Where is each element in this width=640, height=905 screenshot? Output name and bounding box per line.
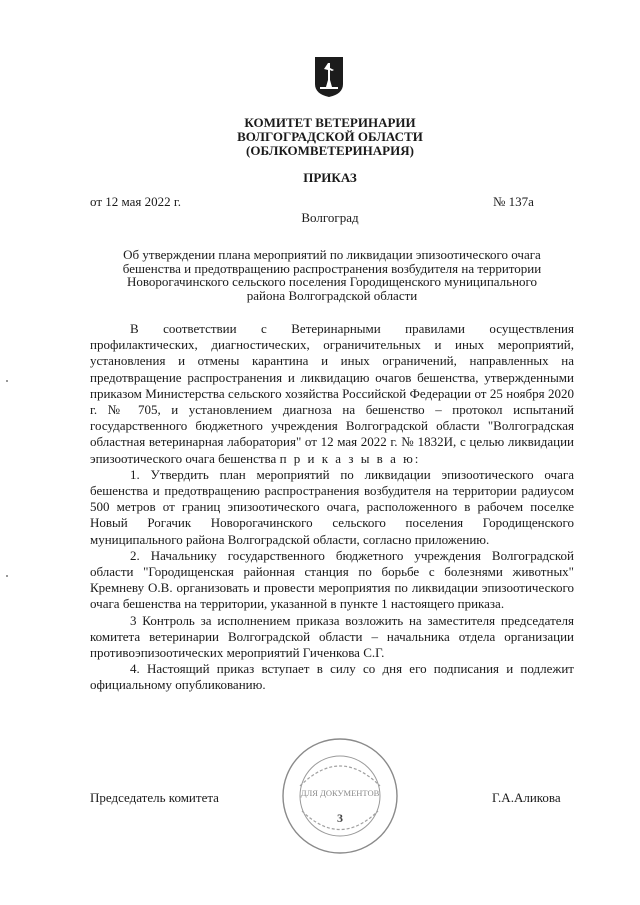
signatory-title: Председатель комитета (90, 790, 219, 805)
scan-speck (6, 380, 8, 382)
subject-line-2: бешенства и предотвращению распространения возбудителя на территории (122, 260, 542, 276)
item-4-paragraph: 4. Настоящий приказ вступает в силу со дня его подписания и подлежит официальному опубликованию. (90, 661, 574, 693)
order-word: п р и к а з ы в а ю: (279, 450, 421, 466)
document-body (90, 321, 574, 694)
document-city: Волгоград (301, 210, 359, 225)
document-number: № 137а (493, 194, 534, 209)
subject-line-4: района Волгоградской области (246, 287, 418, 303)
document-date: от 12 мая 2022 г. (90, 194, 182, 209)
scan-speck (6, 575, 8, 577)
subject-line-1: Об утверждении плана мероприятий по ликвидации эпизоотического очага (123, 247, 541, 262)
round-stamp (280, 736, 400, 856)
org-line-1: КОМИТЕТ ВЕТЕРИНАРИИ (244, 115, 416, 130)
org-line-2: ВОЛГОГРАДСКОЙ ОБЛАСТИ (237, 129, 423, 144)
signatory-name: Г.А.Аликова (492, 790, 561, 805)
preamble-text: В соответствии с Ветеринарными правилами осуществления профилактических, диагностических, ограничительных и иных мероприятий, установления и отмены карантина и иных ограничений, направленных на предотвращение распространения и ликвидацию очагов бешенства, утвержденными приказом Министерства сельского хозяйства Российской Федерации от 25 ноября 2020 г. № 705, и установлением диагноза на бешенство – протокол испытаний государственного бюджетного учреждения Волгоградской области "Волгоградская областная ветеринарная лаборатория" от 12 мая 2022 г. № 1832И, с целью ликвидации эпизоотического очага бешенства (90, 321, 574, 466)
document-type: ПРИКАЗ (303, 170, 357, 185)
item-2-paragraph: 2. Начальнику государственного бюджетного учреждения Волгоградской области "Городищенская районная станция по борьбе с болезнями животных" Кремневу О.В. организовать и провести мероприятия по ликвидации эпизоотического очага бешенства на территории, указанной в пункте 1 настоящего приказа. (90, 547, 574, 612)
stamp-number: 3 (337, 811, 343, 825)
preamble-paragraph (90, 321, 574, 467)
document-subject (90, 248, 574, 302)
subject-line-3: Новорогачинского сельского поселения Городищенского муниципального (126, 274, 538, 290)
organization-name (170, 116, 490, 158)
coat-of-arms-emblem (314, 56, 344, 98)
item-3-paragraph: 3 Контроль за исполнением приказа возложить на заместителя председателя комитета ветеринарии Волгоградской области – начальника отдела организации противоэпизоотических мероприятий Гиченкова С.Г. (90, 612, 574, 661)
item-1-paragraph: 1. Утвердить план мероприятий по ликвидации эпизоотического очага бешенства и предотвращению распространения возбудителя на территории радиусом 500 метров от границ эпизоотического очага, расположенного в рабочем поселке Новый Рогачик Новорогачинского сельского поселения Городищенского муниципального района Волгоградской области, согласно приложению. (90, 466, 574, 547)
org-line-3: (ОБЛКОМВЕТЕРИНАРИЯ) (246, 143, 414, 158)
stamp-center-text: ДЛЯ ДОКУМЕНТОВ (300, 788, 380, 798)
